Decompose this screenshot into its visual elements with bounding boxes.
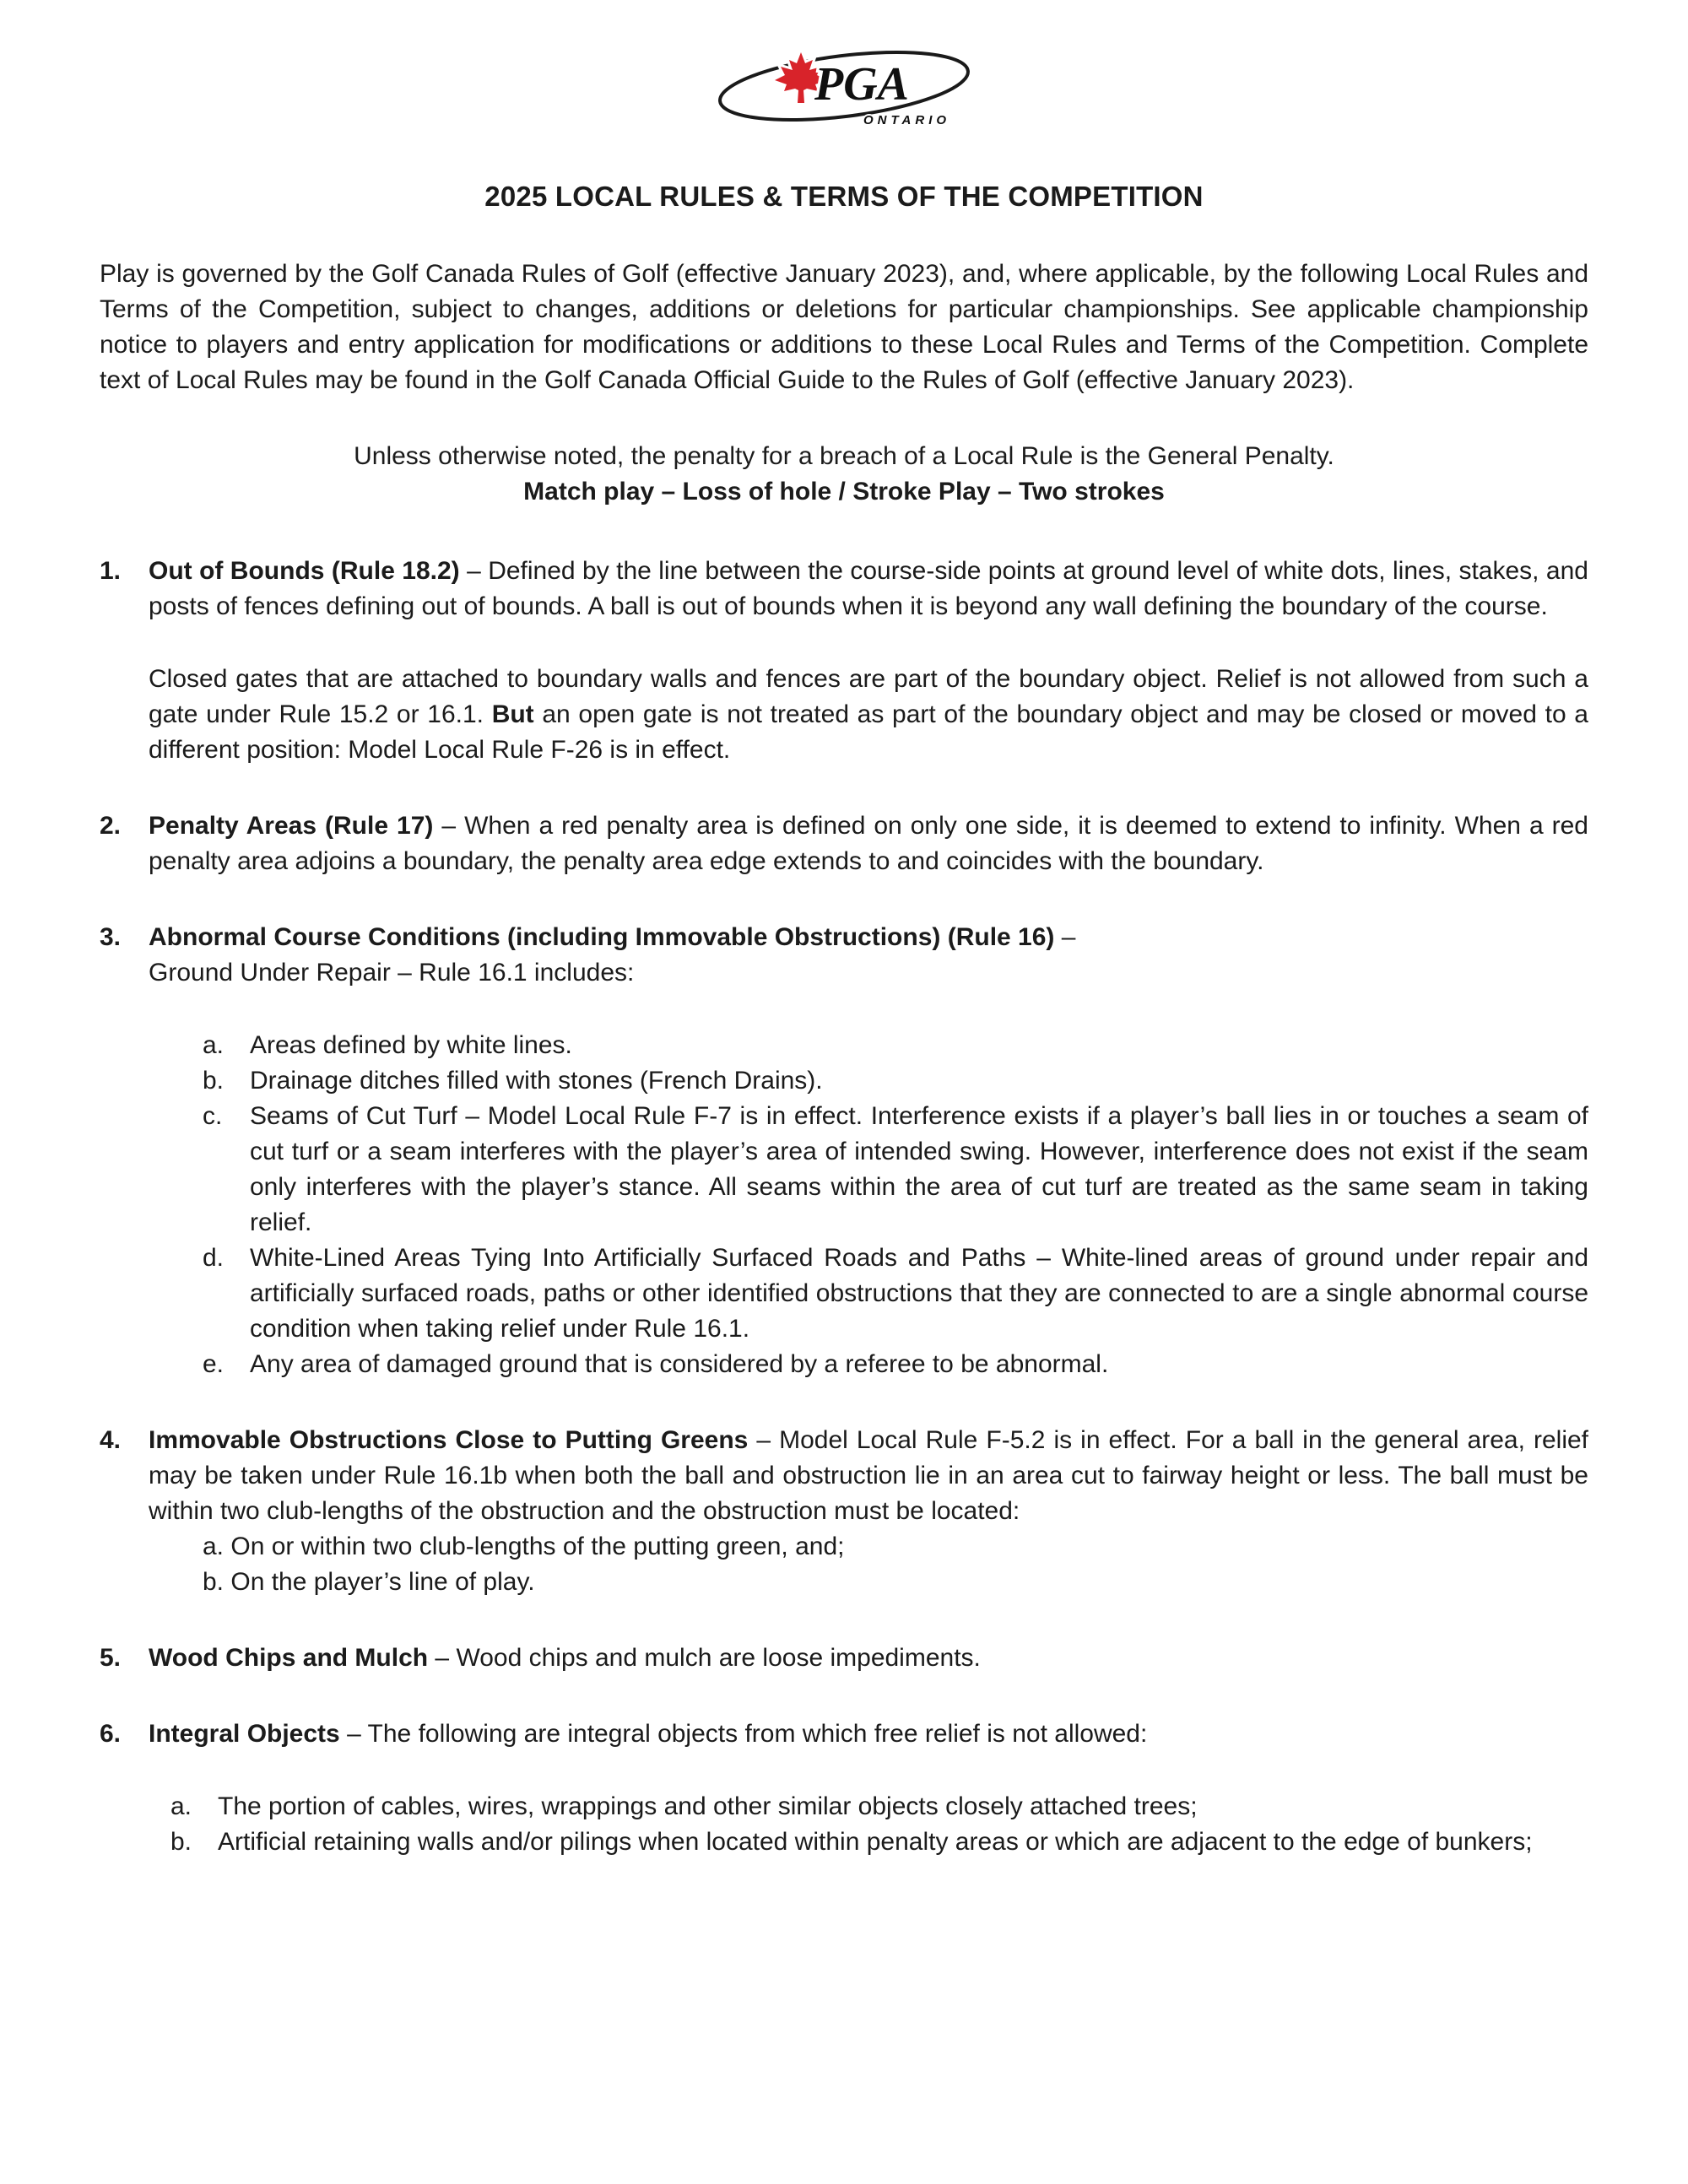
list-item-text: Artificial retaining walls and/or pilings when located within penalty areas or which are adjacent to the edge of bunkers;: [218, 1828, 1533, 1857]
rule-4-sub-list: [203, 1529, 1588, 1600]
list-item: [203, 1063, 1588, 1099]
rule-item-4: [100, 1423, 1588, 1600]
list-item: [203, 1241, 1588, 1347]
rule-3-sub-list: [203, 1028, 1588, 1382]
rule-number: 6.: [100, 1720, 122, 1749]
rule-item-1: [100, 554, 1588, 768]
rule-paragraph: [149, 554, 1588, 624]
rule-number: 1.: [100, 557, 122, 586]
rule-title: Wood Chips and Mulch: [149, 1644, 429, 1673]
list-item-text: White-Lined Areas Tying Into Artificially Surfaced Roads and Paths – White-lined areas of ground under repair and artificially surfaced roads, paths or other identified obstructions that they are connected to are a single abnormal course condition when taking relief under Rule 16.1.: [250, 1244, 1588, 1343]
list-item-letter: d.: [203, 1244, 225, 1273]
list-item-letter: a.: [203, 1031, 225, 1060]
list-item: [170, 1789, 1588, 1825]
rule-item-3: [100, 920, 1588, 1382]
list-item: b. On the player’s line of play.: [203, 1568, 535, 1597]
list-item: [203, 1099, 1588, 1241]
rule-item-6: [100, 1716, 1588, 1860]
rule-text: – Model Local Rule F-5.2 is in effect. For a ball in the general area, relief may be taken under Rule 16.1b when both the ball and obstruction lie in an area cut to fairway height or less. The ball must be within two club-lengths of the obstruction and the obstruction must be located:: [149, 1426, 1589, 1526]
rule-text: – The following are integral objects from which free relief is not allowed:: [339, 1720, 1148, 1749]
list-item: a. On or within two club-lengths of the putting green, and;: [203, 1533, 845, 1561]
rule-body: [149, 1423, 1588, 1600]
rule-body: [149, 920, 1588, 1382]
rule-body: [149, 808, 1588, 879]
rule-text: – Defined by the line between the course-side points at ground level of white dots, lines, stakes, and posts of fences defining out of bounds. A ball is out of bounds when it is beyond any wall defining the boundary of the course.: [149, 557, 1588, 621]
rule-number: 4.: [100, 1426, 122, 1455]
rule-title: Out of Bounds (Rule 18.2): [149, 557, 460, 586]
logo-ontario-text: ONTARIO: [863, 113, 951, 127]
page-title: 2025 LOCAL RULES & TERMS OF THE COMPETITION: [484, 181, 1204, 212]
list-item: [203, 1347, 1588, 1382]
intro-paragraph: Play is governed by the Golf Canada Rules of Golf (effective January 2023), and, where applicable, by the following Local Rules and Terms of the Competition, subject to changes, additions or deletions for particular championships. See applicable championship notice to players and entry application for modifications or additions to these Local Rules and Terms of the Competition. Complete text of Local Rules may be found in the Golf Canada Official Guide to the Rules of Golf (effective January 2023).: [100, 260, 1588, 395]
rule-paragraph: [149, 920, 1588, 955]
list-item-text: Drainage ditches filled with stones (French Drains).: [250, 1067, 823, 1095]
rule-item-2: [100, 808, 1588, 879]
list-item-letter: b.: [170, 1828, 192, 1857]
rule-title: Integral Objects: [149, 1720, 340, 1749]
list-item-letter: e.: [203, 1350, 225, 1379]
penalty-note-line1: Unless otherwise noted, the penalty for a breach of a Local Rule is the General Penalty.: [354, 442, 1334, 471]
logo-pga-text: PGA: [814, 58, 909, 111]
rule-body: [149, 1641, 1588, 1676]
rule-body: [149, 554, 1588, 768]
rule-title: Abnormal Course Conditions (including Immovable Obstructions) (Rule 16): [149, 923, 1055, 952]
rule-paragraph: [149, 1423, 1588, 1529]
rule-number: 5.: [100, 1644, 122, 1673]
rule-text: –: [1054, 923, 1076, 952]
rule-title: Immovable Obstructions Close to Putting Greens: [149, 1426, 749, 1455]
rule-item-5: [100, 1641, 1588, 1676]
rule-title: Penalty Areas (Rule 17): [149, 812, 434, 841]
rule-subheading: Ground Under Repair – Rule 16.1 includes:: [149, 959, 635, 987]
penalty-note: [100, 439, 1588, 510]
rule-body: [149, 1716, 1588, 1860]
rule-6-sub-list: [170, 1789, 1588, 1860]
rule-text: Closed gates that are attached to boundary walls and fences are part of the boundary object. Relief is not allowed from such a gate under Rule 15.2 or 16.1.: [149, 665, 1588, 729]
rule-text: – Wood chips and mulch are loose impediments.: [428, 1644, 981, 1673]
list-item: [203, 1028, 1588, 1063]
rule-paragraph: [149, 1716, 1588, 1752]
list-item-letter: a.: [170, 1792, 192, 1821]
pga-ontario-logo-svg: [713, 39, 975, 138]
list-item-text: Areas defined by white lines.: [250, 1031, 572, 1060]
rule-text: – When a red penalty area is defined on only one side, it is deemed to extend to infinity. When a red penalty area adjoins a boundary, the penalty area edge extends to and coincides with the boundary.: [149, 812, 1588, 876]
rule-paragraph: [149, 1641, 1588, 1676]
rule-paragraph-2: [149, 662, 1588, 768]
rule-number: 2.: [100, 812, 122, 841]
list-item-text: Any area of damaged ground that is considered by a referee to be abnormal.: [250, 1350, 1109, 1379]
list-item: [170, 1825, 1588, 1860]
list-item-text: The portion of cables, wires, wrappings and other similar objects closely attached trees;: [218, 1792, 1198, 1821]
rule-number: 3.: [100, 923, 122, 952]
list-item-letter: b.: [203, 1067, 225, 1095]
list-item-letter: c.: [203, 1102, 223, 1131]
pga-ontario-logo: [100, 39, 1588, 149]
penalty-note-line2: Match play – Loss of hole / Stroke Play – Two strokes: [523, 478, 1165, 506]
rule-text: an open gate is not treated as part of the boundary object and may be closed or moved to a different position: Model Local Rule F-26 is in effect.: [149, 700, 1588, 765]
list-item-text: Seams of Cut Turf – Model Local Rule F-7 is in effect. Interference exists if a player’s ball lies in or touches a seam of cut turf or a seam interferes with the player’s area of intended swing. However, interference does not exist if the seam only interferes with the player’s stance. All seams within the area of cut turf are treated as the same seam in taking relief.: [250, 1102, 1588, 1237]
rule-text-bold: But: [491, 700, 534, 729]
rule-paragraph: [149, 808, 1588, 879]
